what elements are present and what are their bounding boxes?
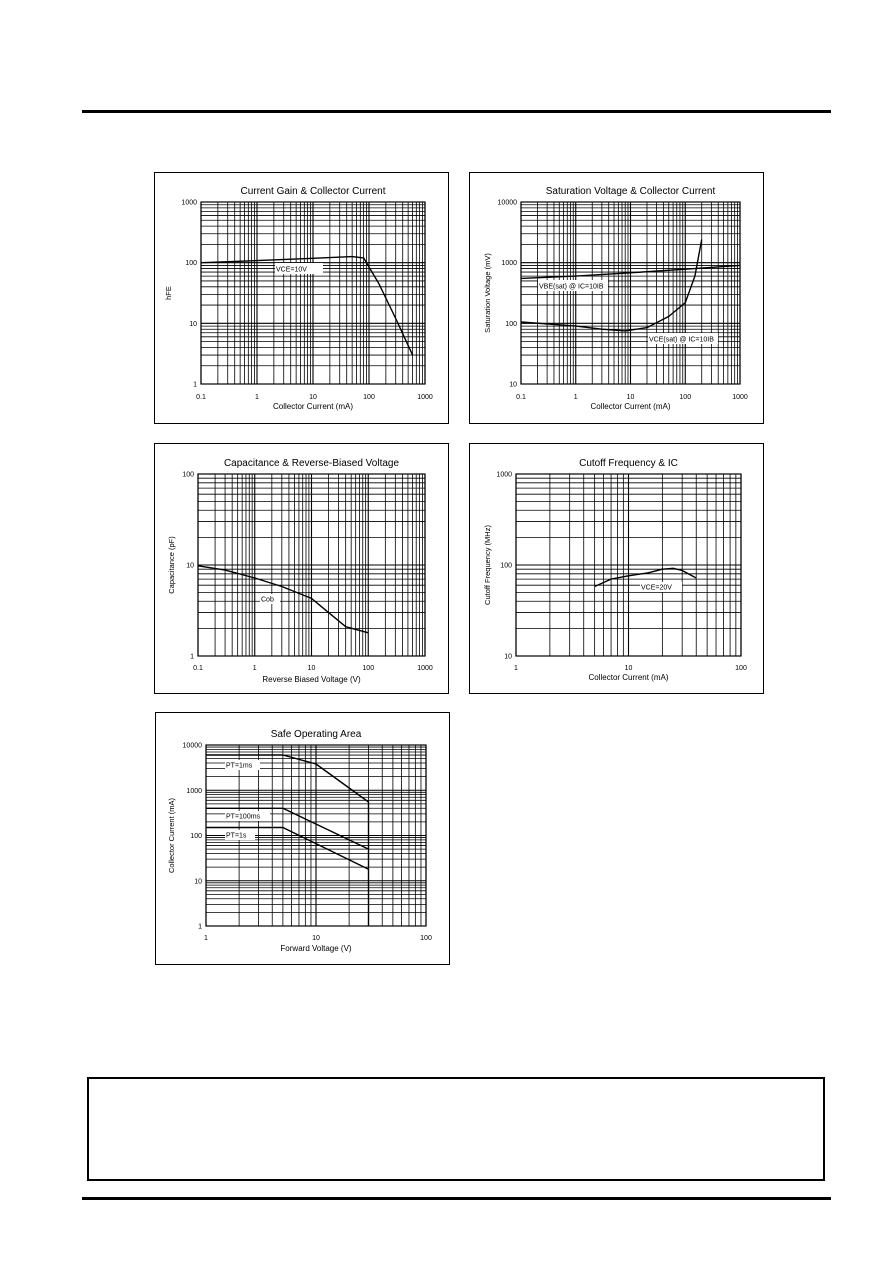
series-annotation: PT=100ms <box>226 813 261 821</box>
x-tick-label: 10 <box>307 665 316 672</box>
chart-svg <box>155 173 450 425</box>
y-tick-label: 10 <box>504 653 512 661</box>
y-tick-label: 10 <box>194 878 202 886</box>
y-tick-label: 1000 <box>186 787 202 795</box>
chart-title: Current Gain & Collector Current <box>240 186 386 197</box>
series-annotation: VBE(sat) @ IC=10IB <box>539 283 604 291</box>
x-axis-label: Collector Current (mA) <box>590 402 671 411</box>
y-tick-label: 1000 <box>501 260 517 268</box>
x-tick-label: 10 <box>312 935 320 942</box>
y-tick-label: 10 <box>509 381 517 389</box>
x-tick-label: 1000 <box>732 394 748 401</box>
x-axis-label: Collector Current (mA) <box>588 673 669 682</box>
x-tick-label: 10 <box>624 665 633 672</box>
capacitance-chart <box>154 443 449 694</box>
pt-1ms-line <box>206 755 369 926</box>
series-annotation: VCE=10V <box>276 266 307 274</box>
y-tick-label: 1 <box>193 381 197 389</box>
x-tick-label: 0.1 <box>196 394 206 401</box>
x-axis-label: Reverse Biased Voltage (V) <box>262 675 361 684</box>
y-tick-label: 10 <box>189 320 197 328</box>
y-tick-label: 100 <box>182 471 194 479</box>
y-axis-label: Saturation Voltage (mV) <box>483 253 492 333</box>
chart-svg <box>155 444 450 695</box>
y-tick-label: 10000 <box>182 742 202 750</box>
bottom-rule <box>82 1197 831 1200</box>
y-tick-label: 100 <box>190 833 202 840</box>
top-rule <box>82 110 831 113</box>
y-tick-label: 1000 <box>181 199 197 207</box>
x-tick-label: 100 <box>362 665 375 672</box>
cutoff-frequency-chart <box>469 443 764 694</box>
x-tick-label: 10 <box>309 394 317 401</box>
x-tick-label: 100 <box>363 394 375 401</box>
saturation-voltage-chart <box>469 172 764 424</box>
x-tick-label: 0.1 <box>193 665 203 672</box>
y-tick-label: 100 <box>505 320 517 328</box>
x-tick-label: 1000 <box>417 665 433 672</box>
y-tick-label: 1 <box>198 923 202 931</box>
y-tick-label: 1000 <box>496 471 512 479</box>
y-tick-label: 10 <box>186 562 194 570</box>
series-1-line <box>198 566 368 633</box>
x-tick-label: 100 <box>735 665 747 672</box>
chart-svg <box>470 173 765 425</box>
chart-svg <box>470 444 765 695</box>
x-tick-label: 1 <box>255 394 259 401</box>
x-tick-label: 0.1 <box>516 394 526 401</box>
x-tick-label: 1000 <box>417 394 433 401</box>
x-axis-label: Collector Current (mA) <box>272 402 354 411</box>
chart-title: Cutoff Frequency & IC <box>579 458 678 469</box>
series-annotation: PT=1s <box>226 832 247 840</box>
y-tick-label: 10000 <box>497 199 517 207</box>
y-axis-label: hFE <box>164 286 173 300</box>
chart-svg <box>156 713 451 966</box>
series-annotation: VCE=20V <box>641 584 672 592</box>
y-tick-label: 100 <box>185 260 197 268</box>
x-tick-label: 1 <box>204 935 208 942</box>
y-tick-label: 1 <box>190 653 194 661</box>
y-axis-label: Capacitance (pF) <box>167 536 176 594</box>
chart-title: Safe Operating Area <box>270 729 362 740</box>
series-annotation: VCE(sat) @ IC=10IB <box>649 336 714 344</box>
series-annotation: PT=1ms <box>226 762 253 770</box>
y-axis-label: Cutoff Frequency (MHz) <box>483 525 492 605</box>
y-tick-label: 100 <box>500 562 512 570</box>
chart-title: Capacitance & Reverse-Biased Voltage <box>223 458 400 469</box>
chart-title: Saturation Voltage & Collector Current <box>545 186 716 197</box>
x-tick-label: 1 <box>514 665 518 672</box>
y-axis-label: Collector Current (mA) <box>167 797 176 874</box>
note-box <box>87 1077 825 1181</box>
series-annotation: Cob <box>261 596 274 604</box>
x-axis-label: Forward Voltage (V) <box>280 944 352 953</box>
x-tick-label: 10 <box>626 394 635 401</box>
safe-operating-area-chart <box>155 712 450 965</box>
x-tick-label: 100 <box>420 935 432 942</box>
x-tick-label: 1 <box>252 665 257 672</box>
current-gain-chart <box>154 172 449 424</box>
x-tick-label: 100 <box>679 394 692 401</box>
x-tick-label: 1 <box>573 394 578 401</box>
